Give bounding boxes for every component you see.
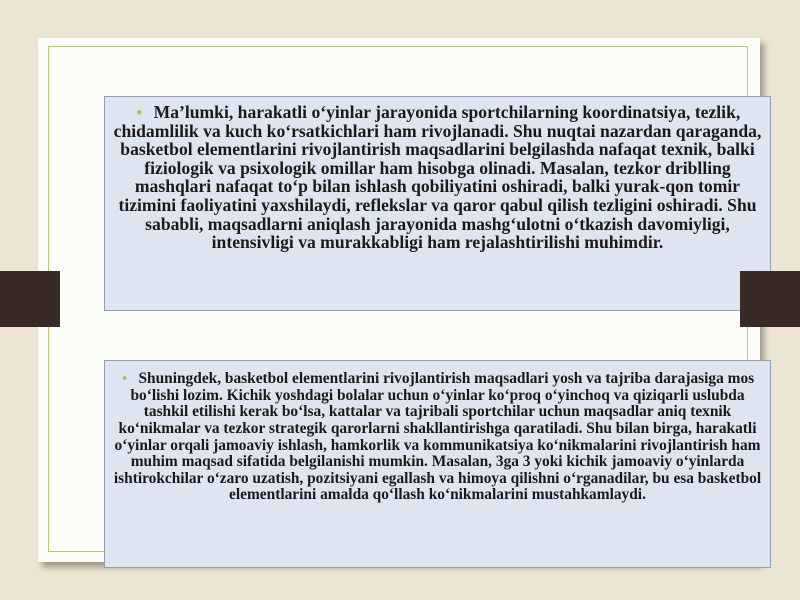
paragraph-2-text: Shuningdek, basketbol elementlarini rivojlantirish maqsadlari yosh va tajriba darajasiga mos bo‘lishi lozim. Kichik yoshdagi bolalar uchun o‘yinlar ko‘proq o‘yinchoq va qiziqarli uslubda tashkil etilishi kerak bo‘lsa, kattalar va tajribali sportchilar uchun maqsadlar aniq texnik ko‘nikmalar va tezkor strategik qarorlarni shakllantirishga qaratiladi. Shu bilan birga, harakatli o‘yinlar orqali jamoaviy ishlash, hamkorlik va kommunikatsiya ko‘nikmalarini rivojlantirish ham muhim maqsad sifatida belgilanishi mumkin. Masalan, 3ga 3 yoki kichik jamoaviy o‘yinlarda ishtirokchilar o‘zaro uzatish, pozitsiyani egallash va himoya qilishni o‘rganadilar, bu esa basketbol elementlarini amalda qo‘llash ko‘nikmalarini mustahkamlaydi. bbox=[113, 370, 762, 504]
text-box-2 bbox=[104, 360, 771, 568]
bullet-icon: • bbox=[120, 372, 129, 387]
bullet-icon: • bbox=[134, 104, 144, 122]
text-box-1 bbox=[104, 96, 771, 311]
paragraph-1-text: Ma’lumki, harakatli o‘yinlar jarayonida sportchilarning koordinatsiya, tezlik, chidamlilik va kuch ko‘rsatkichlari ham rivojlanadi. Shu nuqtai nazardan qaraganda, basketbol elementlarini rivojlantirish maqsadlarini belgilashda nafaqat texnik, balki fiziologik va psixologik omillar ham hisobga olinadi. Masalan, tezkor driblling mashqlari nafaqat to‘p bilan ishlash qobiliyatini oshiradi, balki yurak-qon tomir tizimini faoliyatini yaxshilaydi, reflekslar va qaror qabul qilish tezligini oshiradi. Shu sababli, maqsadlarni aniqlash jarayonida mashg‘ulotni o‘tkazish davomiyligi, intensivligi va murakkabligi ham rejalashtirilishi muhimdir. bbox=[113, 102, 762, 253]
right-decorative-bar bbox=[740, 271, 800, 327]
left-decorative-bar bbox=[0, 271, 60, 327]
slide bbox=[38, 38, 760, 562]
